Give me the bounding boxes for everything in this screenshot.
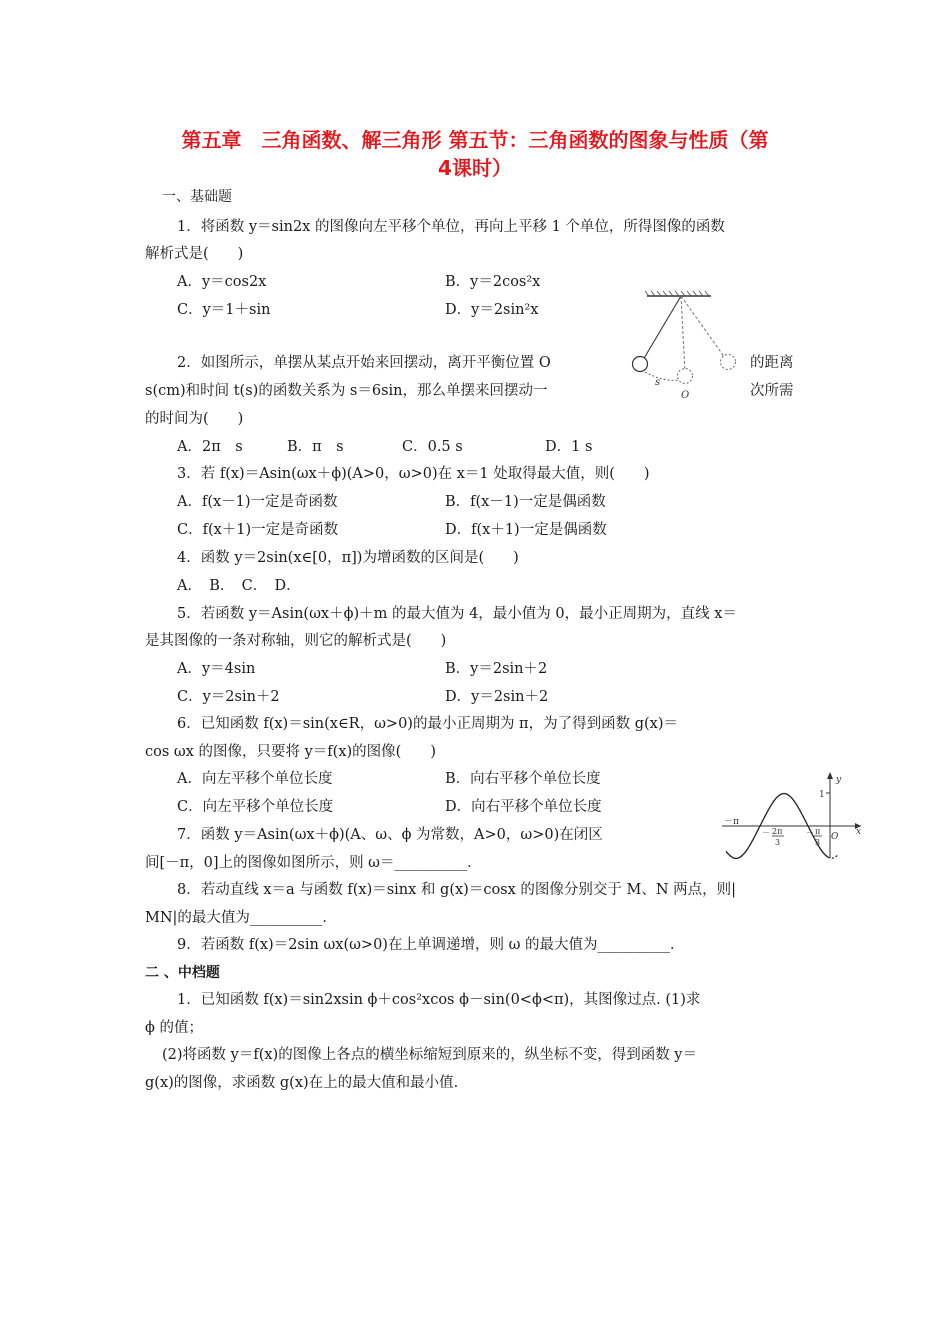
q5-stem-line1: 5．若函数 y＝Asin(ωx＋ϕ)＋m 的最大值为 4，最小值为 0，最小正周期为，直线 x＝ <box>177 606 737 622</box>
graph-origin-label: O <box>831 832 839 842</box>
q4-stem: 4．函数 y＝2sin(x∈[0，π])为增函数的区间是( ) <box>177 550 519 566</box>
q5-option-c: C．y＝2sin＋2 <box>177 689 280 705</box>
q9-stem: 9．若函数 f(x)＝2sin ωx(ω>0)在上单调递增，则 ω 的最大值为__________． <box>177 937 685 953</box>
pendulum-label-o: O <box>681 390 690 401</box>
q3-option-a: A．f(x－1)一定是奇函数 <box>177 494 338 510</box>
q5-option-d: D．y＝2sin＋2 <box>445 689 549 705</box>
q6-option-d: D．向右平移个单位长度 <box>445 799 602 815</box>
q6-option-b: B．向右平移个单位长度 <box>445 771 601 787</box>
q3-option-b: B．f(x－1)一定是偶函数 <box>445 494 606 510</box>
q5-option-a: A．y＝4sin <box>177 661 256 677</box>
svg-text:3: 3 <box>815 838 821 847</box>
q2-stem-line1: 2．如图所示，单摆从某点开始来回摆动，离开平衡位置 O <box>177 355 551 371</box>
q5-stem-line2: 是其图像的一条对称轴，则它的解析式是( ) <box>145 633 447 649</box>
title-line-2: 4课时） <box>438 156 512 180</box>
q2-stem-line1-right: 的距离 <box>750 355 794 371</box>
q2-option-b: B．π s <box>287 439 344 455</box>
graph-tick-neg-2pi-over-3 <box>762 827 784 847</box>
q3-option-d: D．f(x＋1)一定是偶函数 <box>445 522 607 538</box>
q2-option-a: A．2π s <box>177 439 243 455</box>
q8-stem-line2: MN|的最大值为__________． <box>145 910 337 926</box>
q2-option-d: D．1 s <box>545 439 593 455</box>
q3-stem: 3．若 f(x)＝Asin(ωx＋ϕ)(A>0，ω>0)在 x＝1 处取得最大值，则( ) <box>177 466 650 482</box>
q6-stem-line2: cos ωx 的图像，只要将 y＝f(x)的图像( ) <box>145 744 436 760</box>
m1-stem-line4: g(x)的图像，求函数 g(x)在上的最大值和最小值. <box>145 1075 459 1091</box>
m1-stem-line2: ϕ 的值； <box>145 1020 203 1036</box>
q1-stem-line1: 1．将函数 y＝sin2x 的图像向左平移个单位，再向上平移 1 个单位，所得图像的函数 <box>177 219 725 235</box>
q1-stem-line2: 解析式是( ) <box>145 246 244 262</box>
section-heading-basic: 一、基础题 <box>162 189 232 205</box>
pendulum-figure <box>625 290 745 402</box>
q2-stem-line2: s(cm)和时间 t(s)的函数关系为 s＝6sin，那么单摆来回摆动一 <box>145 383 548 399</box>
q2-option-c: C．0.5 s <box>402 439 463 455</box>
graph-y-label: y <box>836 775 842 785</box>
graph-tick-neg-pi: －π <box>724 817 739 827</box>
m1-stem-line3: (2)将函数 y＝f(x)的图像上各点的横坐标缩短到原来的，纵坐标不变，得到函数 y＝ <box>162 1047 697 1063</box>
q5-option-b: B．y＝2sin＋2 <box>445 661 548 677</box>
m1-stem-line1: 1．已知函数 f(x)＝sin2xsin ϕ＋cos²xcos ϕ－sin(0<ϕ<π)，其图像过点. (1)求 <box>177 992 701 1008</box>
q1-option-d: D．y＝2sin²x <box>445 302 539 318</box>
q8-stem-line1: 8．若动直线 x＝a 与函数 f(x)＝sinx 和 g(x)＝cosx 的图像分别交于 M、N 两点，则| <box>177 882 737 898</box>
svg-text:3: 3 <box>775 838 781 847</box>
q6-option-c: C．向左平移个单位长度 <box>177 799 334 815</box>
q7-stem-line1: 7．函数 y＝Asin(ωx＋ϕ)(A、ω、ϕ 为常数，A>0，ω>0)在闭区 <box>177 827 603 843</box>
graph-tick-one: 1 <box>819 790 825 800</box>
sine-graph-figure <box>718 770 868 860</box>
q3-option-c: C．f(x＋1)一定是奇函数 <box>177 522 339 538</box>
section-heading-intermediate: 二 、中档题 <box>145 965 220 981</box>
q4-options: A． B． C． D． <box>177 578 301 594</box>
q6-stem-line1: 6．已知函数 f(x)＝sin(x∈R，ω>0)的最小正周期为 π，为了得到函数 g(x)＝ <box>177 716 678 732</box>
q1-option-a: A．y＝cos2x <box>177 274 267 290</box>
q1-option-b: B．y＝2cos²x <box>445 274 541 290</box>
graph-x-label: x <box>856 827 862 837</box>
q2-stem-line3: 的时间为( ) <box>145 411 244 427</box>
svg-text:π: π <box>815 827 821 836</box>
q7-stem-line2: 间[－π，0]上的图像如图所示，则 ω＝__________． <box>145 855 482 871</box>
q6-option-a: A．向左平移个单位长度 <box>177 771 333 787</box>
svg-text:2π: 2π <box>772 827 783 836</box>
svg-text:－: － <box>806 828 814 837</box>
title-line-1: 第五章 三角函数、解三角形 第五节：三角函数的图象与性质（第 <box>181 128 769 152</box>
svg-text:－: － <box>762 828 770 837</box>
q1-option-c: C．y＝1＋sin <box>177 302 271 318</box>
pendulum-label-s: s <box>655 377 661 388</box>
q2-stem-line2-right: 次所需 <box>750 383 794 399</box>
